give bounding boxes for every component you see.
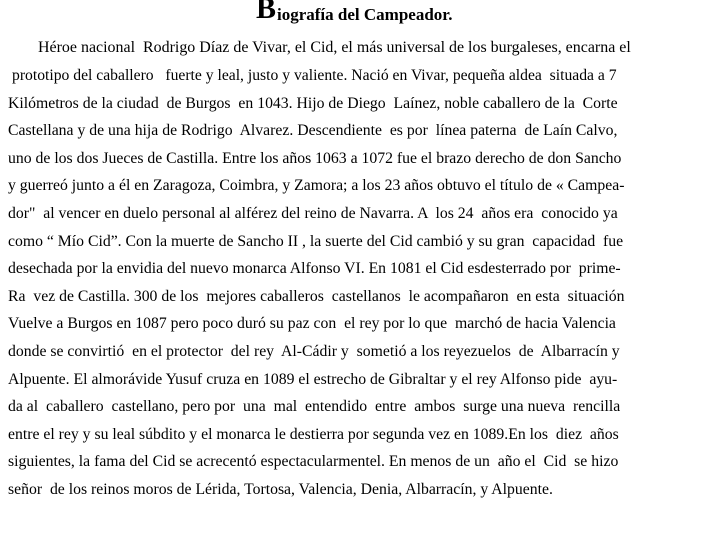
text-line: y guerreó junto a él en Zaragoza, Coimbra, y Zamora; a los 23 años obtuvo el título de « Campea- xyxy=(8,177,625,194)
text-line: Kilómetros de la ciudad de Burgos en 1043. Hijo de Diego Laínez, noble caballero de la Corte xyxy=(8,95,618,112)
text-line: Héroe nacional Rodrigo Díaz de Vivar, el Cid, el más universal de los burgaleses, encarna el xyxy=(38,39,631,56)
text-line: prototipo del caballero fuerte y leal, justo y valiente. Nació en Vivar, pequeña aldea situada a 7 xyxy=(12,67,617,84)
title-text: iografía del Campeador. xyxy=(277,5,453,24)
text-line: como “ Mío Cid”. Con la muerte de Sancho II , la suerte del Cid cambió y su gran capacidad fue xyxy=(8,233,624,250)
text-line: Ra vez de Castilla. 300 de los mejores caballeros castellanos le acompañaron en esta situación xyxy=(8,288,625,305)
text-line: uno de los dos Jueces de Castilla. Entre los años 1063 a 1072 fue el brazo derecho de don Sancho xyxy=(8,150,622,167)
text-line: desechada por la envidia del nuevo monarca Alfonso VI. En 1081 el Cid esdesterrado por prime- xyxy=(8,260,621,277)
text-line: señor de los reinos moros de Lérida, Tortosa, Valencia, Denia, Albarracín, y Alpuente. xyxy=(8,481,553,498)
text-line: da al caballero castellano, pero por una mal entendido entre ambos surge una nueva rencilla xyxy=(8,398,621,415)
text-line: Vuelve a Burgos en 1087 pero poco duró su paz con el rey por lo que marchó de hacia Valencia xyxy=(8,315,616,332)
text-line: Alpuente. El almorávide Yusuf cruza en 1089 el estrecho de Gibraltar y el rey Alfonso pide ayu- xyxy=(8,371,618,388)
text-line: donde se convirtió en el protector del rey Al-Cádir y sometió a los reyezuelos de Albarracín y xyxy=(8,343,620,360)
text-line: dor" al vencer en duelo personal al alférez del reino de Navarra. A los 24 años era conocido ya xyxy=(8,205,618,222)
text-line: entre el rey y su leal súbdito y el monarca le destierra por segunda vez en 1089.En los diez años xyxy=(8,426,619,443)
text-line: Castellana y de una hija de Rodrigo Alvarez. Descendiente es por línea paterna de Laín Calvo, xyxy=(8,122,618,139)
text-line: siguientes, la fama del Cid se acrecentó espectacularmentel. En menos de un año el Cid se hizo xyxy=(8,453,619,470)
title-drop-cap: B xyxy=(256,0,277,25)
